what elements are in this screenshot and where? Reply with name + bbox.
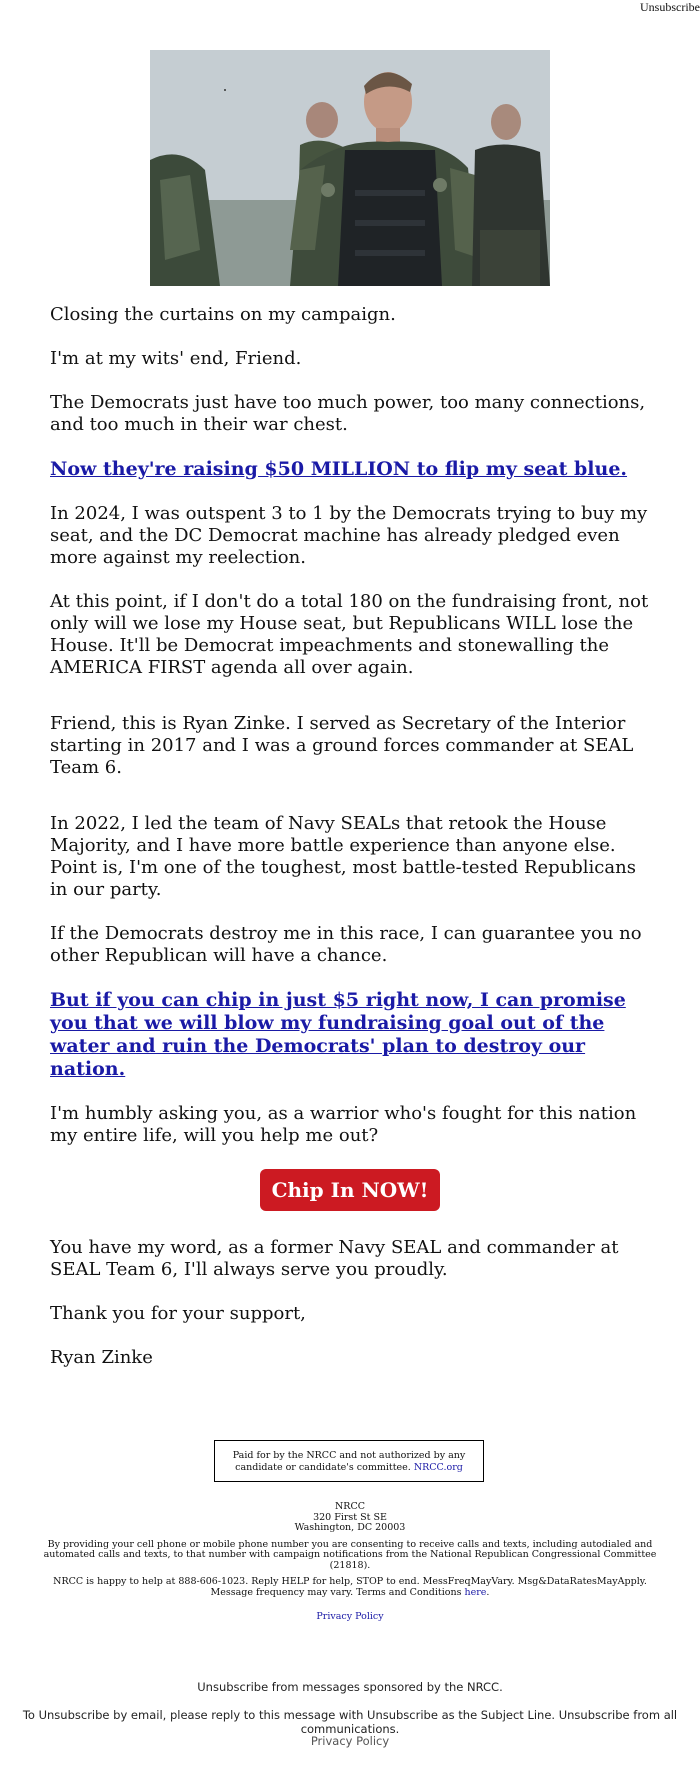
terms-here-link[interactable]: here bbox=[464, 1586, 487, 1598]
bottom-privacy-link[interactable]: Privacy Policy bbox=[310, 1734, 390, 1748]
footer-privacy-link[interactable]: Privacy Policy bbox=[316, 1611, 384, 1622]
paragraph-link-50-million bbox=[50, 458, 650, 481]
unsubscribe-sponsored[interactable]: Unsubscribe from messages sponsored by the NRCC. bbox=[197, 1680, 503, 1694]
paragraph-outspent: In 2024, I was outspent 3 to 1 by the Democrats trying to buy my seat, and the DC Democrat machine has already pledged even more against my reelection. bbox=[50, 503, 648, 568]
link-50-million[interactable]: Now they're raising $50 MILLION to flip my seat blue. bbox=[50, 458, 628, 480]
footer-org: NRCC bbox=[334, 1501, 365, 1512]
footer-address-line1: 320 First St SE bbox=[313, 1511, 387, 1523]
footer-privacy-row bbox=[40, 1612, 660, 1623]
paragraph-link-chip-in bbox=[50, 989, 650, 1081]
hero-photo-illustration bbox=[150, 50, 550, 286]
paragraph-introduction: Friend, this is Ryan Zinke. I served as Secretary of the Interior starting in 2017 and I was a ground forces commander at SEAL Team 6. bbox=[50, 713, 634, 778]
footer-address-line2: Washington, DC 20003 bbox=[294, 1522, 406, 1533]
paragraph-thanks: Thank you for your support, bbox=[50, 1303, 306, 1324]
legal-footer bbox=[40, 1502, 660, 1629]
bottom-privacy-row bbox=[0, 1734, 700, 1748]
paragraph-democrats-power: The Democrats just have too much power, too many connections, and too much in their war chest. bbox=[50, 392, 646, 435]
footer-help: NRCC is happy to help at 888-606-1023. Reply HELP for help, STOP to end. MessFreqMayVary. Msg&DataRatesMayApply. Message frequency may vary. Terms and Conditions here. bbox=[53, 1576, 647, 1598]
paragraph-opening: Closing the curtains on my campaign. bbox=[50, 304, 396, 325]
footer-address bbox=[40, 1502, 660, 1534]
paragraph-wits-end: I'm at my wits' end, Friend. bbox=[50, 348, 302, 369]
paragraph-battle-experience: In 2022, I led the team of Navy SEALs that retook the House Majority, and I have more battle experience than anyone else. Point is, I'm one of the toughest, most battle-tested Republicans in our party. bbox=[50, 813, 636, 900]
nrcc-org-link[interactable]: NRCC.org bbox=[413, 1462, 463, 1473]
hero-photo bbox=[150, 50, 550, 286]
paragraph-fundraising-180: At this point, if I don't do a total 180 on the fundraising front, not only will we lose my House seat, but Republicans WILL lose the House. It'll be Democrat impeachments and stonewalling the AMERICA FIRST agenda all over again. bbox=[50, 591, 649, 678]
paragraph-guarantee: If the Democrats destroy me in this race, I can guarantee you no other Republican will have a chance. bbox=[50, 923, 642, 966]
paragraph-word: You have my word, as a former Navy SEAL and commander at SEAL Team 6, I'll always serve you proudly. bbox=[50, 1237, 619, 1280]
signature: Ryan Zinke bbox=[50, 1347, 153, 1368]
email-body bbox=[50, 304, 650, 1391]
footer-consent: By providing your cell phone or mobile phone number you are consenting to receive calls and texts, including autodialed and automated calls and texts, to that number with campaign notifications from the National Republican Congressional Committee (21818). bbox=[43, 1538, 657, 1571]
link-chip-in-5[interactable]: But if you can chip in just $5 right now, I can promise you that we will blow my fundraising goal out of the water and ruin the Democrats' plan to destroy our nation. bbox=[50, 989, 626, 1080]
paragraph-ask: I'm humbly asking you, as a warrior who's fought for this nation my entire life, will you help me out? bbox=[50, 1103, 637, 1146]
paid-for-disclaimer bbox=[214, 1440, 484, 1482]
disclaimer-text: Paid for by the NRCC and not authorized by any candidate or candidate's committee. bbox=[232, 1450, 466, 1473]
cta-container bbox=[50, 1169, 650, 1213]
footer-help-text: NRCC is happy to help at 888-606-1023. Reply HELP for help, STOP to end. MessFreqMayVary. Msg&DataRatesMayApply. Message frequency may vary. Terms and Conditions bbox=[53, 1576, 647, 1598]
unsubscribe-email-instructions: To Unsubscribe by email, please reply to this message with Unsubscribe as the Subject Line. Unsubscribe from all communications. bbox=[22, 1708, 678, 1736]
unsubscribe-link-top[interactable]: Unsubscribe bbox=[640, 0, 700, 14]
chip-in-now-button[interactable]: Chip In NOW! bbox=[260, 1169, 441, 1211]
